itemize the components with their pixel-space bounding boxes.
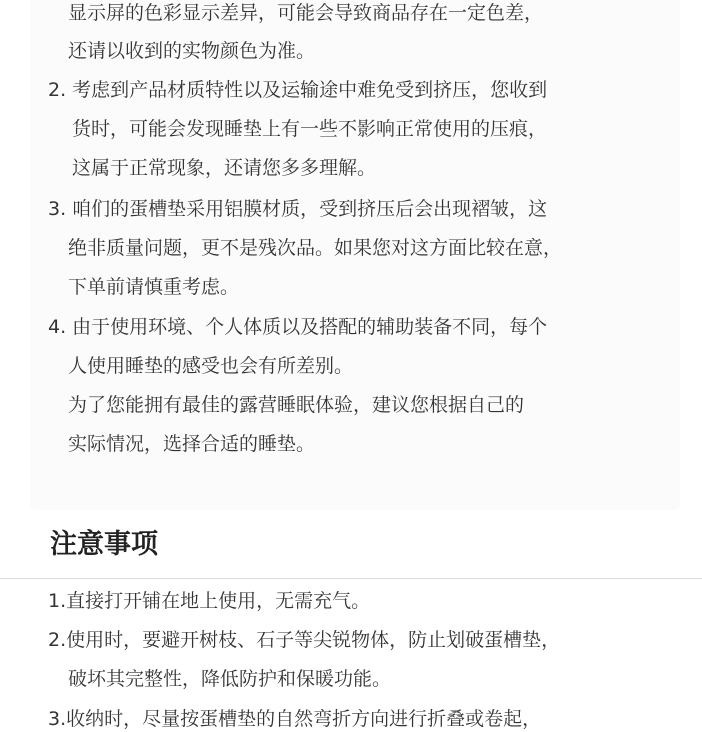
notice-line: 这属于正常现象，还请您多多理解。 — [72, 157, 377, 179]
section-divider — [0, 578, 702, 579]
notice-line: 下单前请慎重考虑。 — [68, 276, 240, 298]
precaution-item-1: 1.直接打开铺在地上使用，无需充气。 — [48, 590, 371, 612]
notice-item-4: 4. 由于使用环境、个人体质以及搭配的辅助装备不同，每个 — [48, 316, 548, 338]
notice-line: 绝非质量问题，更不是残次品。如果您对这方面比较在意， — [68, 237, 563, 259]
precaution-line: 破坏其完整性，降低防护和保暖功能。 — [68, 668, 392, 690]
precaution-item-3: 3.收纳时，尽量按蛋槽垫的自然弯折方向进行折叠或卷起， — [48, 708, 542, 730]
notice-line: 实际情况，选择合适的睡垫。 — [68, 433, 316, 455]
notice-line: 为了您能拥有最佳的露营睡眠体验，建议您根据自己的 — [68, 394, 525, 416]
notice-line: 货时，可能会发现睡垫上有一些不影响正常使用的压痕， — [72, 118, 548, 140]
notice-line: 显示屏的色彩显示差异，可能会导致商品存在一定色差， — [68, 2, 544, 24]
notice-item-2: 2. 考虑到产品材质特性以及运输途中难免受到挤压，您收到 — [48, 79, 548, 101]
notice-item-3: 3. 咱们的蛋槽垫采用铝膜材质，受到挤压后会出现褶皱，这 — [48, 198, 548, 220]
notice-line: 还请以收到的实物颜色为准。 — [68, 40, 316, 62]
section-title: 注意事项 — [50, 529, 158, 560]
precaution-item-2: 2.使用时，要避开树枝、石子等尖锐物体，防止划破蛋槽垫， — [48, 629, 561, 651]
notice-line: 人使用睡垫的感受也会有所差别。 — [68, 355, 354, 377]
